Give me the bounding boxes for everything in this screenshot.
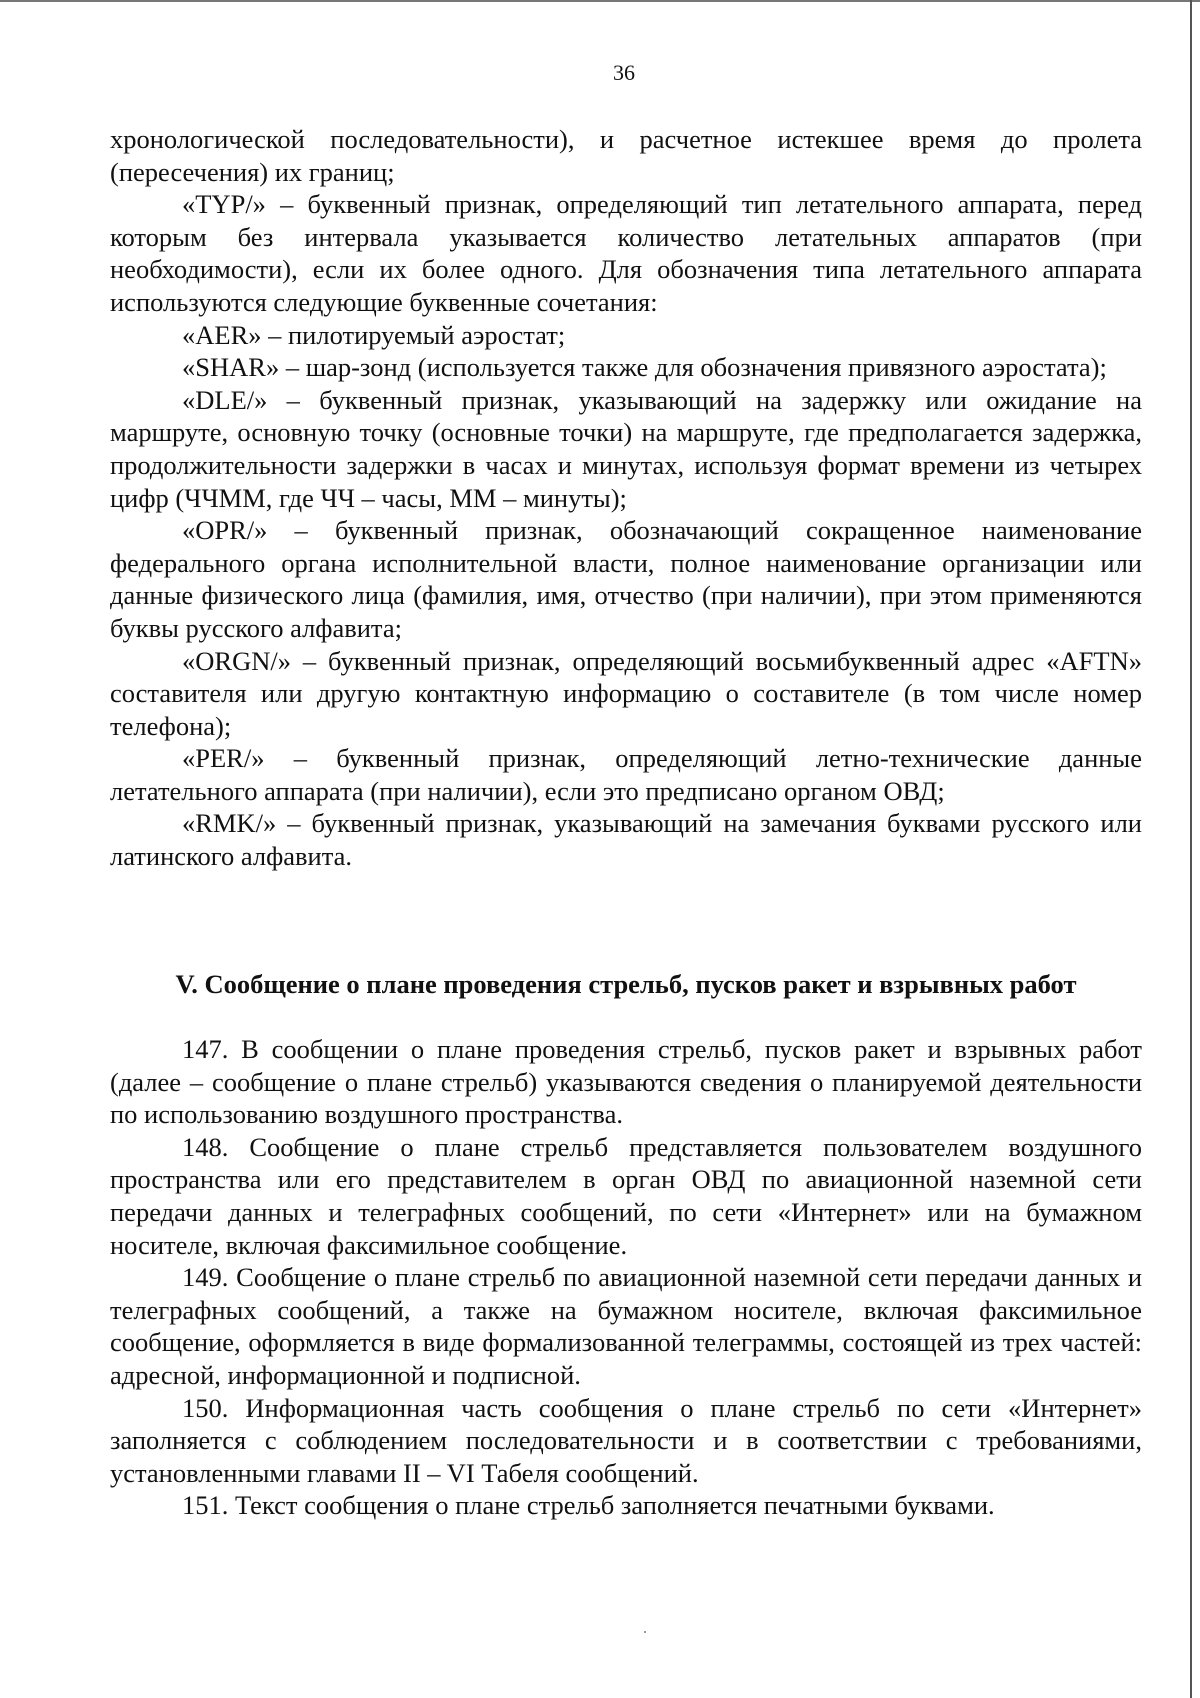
paragraph: «TYP/» – буквенный признак, определяющий тип летательного аппарата, перед которым без интервала указывается количество летательных аппаратов (при необходимости), если их более одного. Для обозначения типа летательного аппарата используются следующие буквенные сочетания: bbox=[110, 189, 1142, 317]
body-text-lower bbox=[110, 1033, 1142, 1522]
paragraph: «PER/» – буквенный признак, определяющий летно-технические данные летательного аппарата (при наличии), если это предписано органом ОВД; bbox=[110, 743, 1142, 806]
paragraph: «SHAR» – шар-зонд (используется также для обозначения привязного аэростата); bbox=[182, 352, 1107, 383]
paragraph: 150. Информационная часть сообщения о плане стрельб по сети «Интернет» заполняется с соблюдением последовательности и в соответствии с требованиями, установленными главами II – VI Табеля сообщений. bbox=[110, 1392, 1142, 1488]
paragraph: «RMK/» – буквенный признак, указывающий на замечания буквами русского или латинского алфавита. bbox=[110, 808, 1142, 872]
scan-edge-top bbox=[0, 0, 1200, 2]
scan-speck bbox=[644, 1631, 646, 1633]
body-text-upper bbox=[110, 123, 1142, 873]
scan-edge-right bbox=[1190, 0, 1192, 1698]
paragraph: хронологической последовательности), и расчетное истекшее время до пролета (пересечения) их границ; bbox=[110, 124, 1142, 187]
paragraph: «DLE/» – буквенный признак, указывающий на задержку или ожидание на маршруте, основную точку (основные точки) на маршруте, где предполагается задержка, продолжительности задержки в часах и минутах, используя формат времени из четырех цифр (ЧЧММ, где ЧЧ – часы, ММ – минуты); bbox=[110, 384, 1142, 513]
paragraph: «AER» – пилотируемый аэростат; bbox=[182, 319, 566, 350]
paragraph: 148. Сообщение о плане стрельб представляется пользователем воздушного пространства или его представителем в орган ОВД по авиационной наземной сети передачи данных и телеграфных сообщений, по сети «Интернет» или на бумажном носителе, включая факсимильное сообщение. bbox=[110, 1131, 1142, 1260]
paragraph: 147. В сообщении о плане проведения стрельб, пусков ракет и взрывных работ (далее – сообщение о плане стрельб) указываются сведения о планируемой деятельности по использованию воздушного пространства. bbox=[110, 1034, 1142, 1130]
paragraph: «OPR/» – буквенный признак, обозначающий сокращенное наименование федерального органа исполнительной власти, полное наименование организации или данные физического лица (фамилия, имя, отчество (при наличии), при этом применяются буквы русского алфавита; bbox=[110, 515, 1142, 643]
paragraph: «ORGN/» – буквенный признак, определяющий восьмибуквенный адрес «AFTN» составителя или другую контактную информацию о составителе (в том числе номер телефона); bbox=[110, 645, 1142, 741]
paragraph: 151. Текст сообщения о плане стрельб заполняется печатными буквами. bbox=[182, 1490, 995, 1521]
paragraph: 149. Сообщение о плане стрельб по авиационной наземной сети передачи данных и телеграфных сообщений, а также на бумажном носителе, включая факсимильное сообщение, оформляется в виде формализованной телеграммы, состоящей из трех частей: адресной, информационной и подписной. bbox=[110, 1262, 1142, 1390]
page-number: 36 bbox=[613, 60, 635, 85]
section-heading: V. Сообщение о плане проведения стрельб, пусков ракет и взрывных работ bbox=[175, 969, 1077, 999]
